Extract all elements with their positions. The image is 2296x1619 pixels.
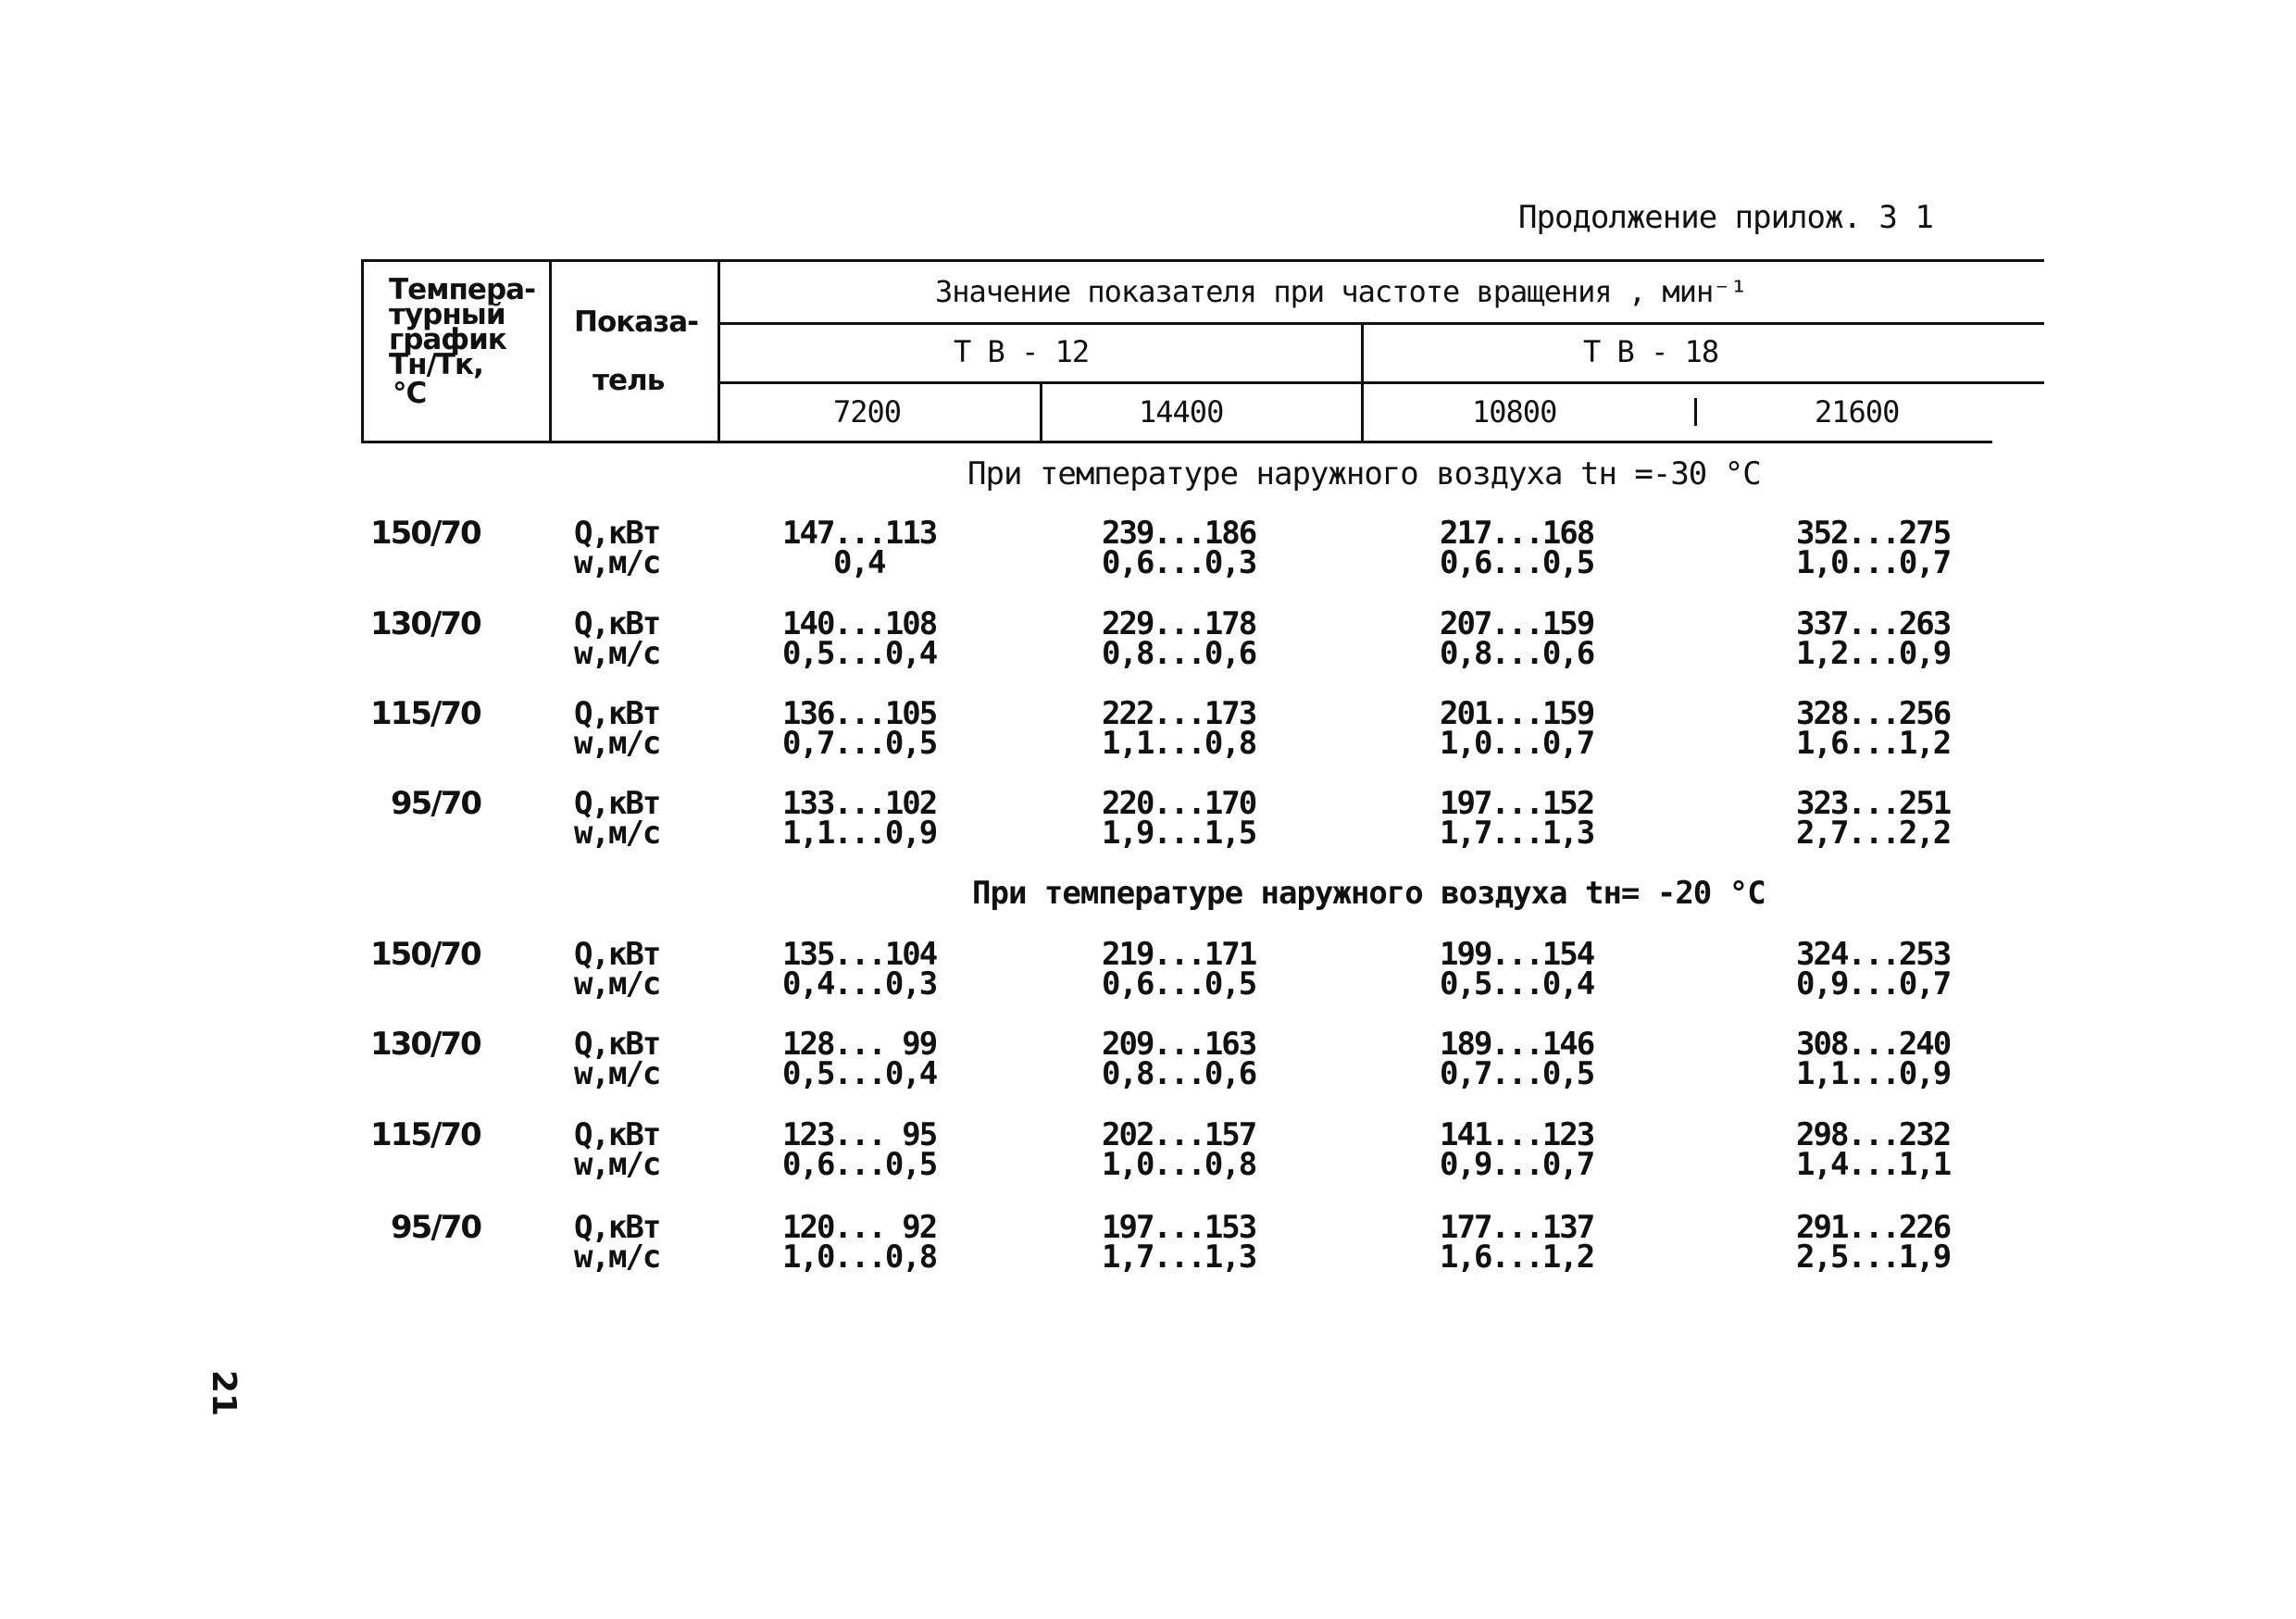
header-group-tv12: Т В - 12 <box>954 334 1090 369</box>
cell-w: 0,8...0,6 <box>1440 635 1594 672</box>
header-divider-2 <box>718 259 720 442</box>
label-w: w,м/с <box>574 635 660 672</box>
cell-q: 136...105 <box>782 695 937 732</box>
table-row-grafik: 130/70 <box>370 1026 480 1063</box>
header-rule-groups <box>718 381 2044 384</box>
cell-w: 1,6...1,2 <box>1796 725 1951 762</box>
cell-w: 1,7...1,3 <box>1102 1239 1256 1276</box>
cell-w: 0,9...0,7 <box>1440 1146 1594 1183</box>
header-group-tv18: Т В - 18 <box>1583 334 1719 369</box>
cell-q: 140...108 <box>782 605 937 642</box>
cell-w: 0,7...0,5 <box>1440 1055 1594 1092</box>
cell-w: 1,7...1,3 <box>1440 815 1594 852</box>
table-row-grafik: 115/70 <box>370 695 480 732</box>
header-span-title: Значение показателя при частоте вращения , мин⁻¹ <box>935 274 1747 309</box>
label-q: Q,кВт <box>574 1209 660 1246</box>
header-grafik-line3: график <box>389 323 506 356</box>
cell-w: 1,1...0,9 <box>782 815 937 852</box>
cell-q: 219...171 <box>1102 936 1256 973</box>
cell-w: 1,0...0,8 <box>782 1239 937 1276</box>
label-q: Q,кВт <box>574 605 660 642</box>
cell-q: 291...226 <box>1796 1209 1951 1246</box>
label-q: Q,кВт <box>574 695 660 732</box>
cell-q: 337...263 <box>1796 605 1951 642</box>
section-title-minus30: При температуре наружного воздуха tн =-30 °С <box>967 455 1761 492</box>
cell-w: 1,1...0,8 <box>1102 725 1256 762</box>
cell-q: 207...159 <box>1440 605 1594 642</box>
cell-w: 1,0...0,8 <box>1102 1146 1256 1183</box>
header-speed-divider-3 <box>1694 398 1697 426</box>
cell-w: 1,6...1,2 <box>1440 1239 1594 1276</box>
section-title-minus20: При температуре наружного воздуха tн= -20 °С <box>972 875 1766 912</box>
cell-q: 239...186 <box>1102 515 1256 552</box>
cell-w: 0,7...0,5 <box>782 725 937 762</box>
table-row-grafik: 95/70 <box>391 785 481 822</box>
cell-w: 0,8...0,6 <box>1102 635 1256 672</box>
cell-w: 1,1...0,9 <box>1796 1055 1951 1092</box>
cell-w: 1,0...0,7 <box>1440 725 1594 762</box>
label-w: w,м/с <box>574 965 660 1003</box>
cell-q: 189...146 <box>1440 1026 1594 1063</box>
cell-w: 0,6...0,3 <box>1102 544 1256 581</box>
label-q: Q,кВт <box>574 515 660 552</box>
label-q: Q,кВт <box>574 1116 660 1153</box>
header-bottom-rule <box>361 441 1992 443</box>
cell-q: 323...251 <box>1796 785 1951 822</box>
cell-q: 147...113 <box>782 515 937 552</box>
cell-w: 0,9...0,7 <box>1796 965 1951 1003</box>
header-rule-span <box>718 322 2044 325</box>
cell-w: 0,6...0,5 <box>782 1146 937 1183</box>
cell-q: 135...104 <box>782 936 937 973</box>
label-w: w,м/с <box>574 1146 660 1183</box>
cell-q: 308...240 <box>1796 1026 1951 1063</box>
table-row-grafik: 150/70 <box>370 515 480 552</box>
cell-q: 141...123 <box>1440 1116 1594 1153</box>
page-number: 21 <box>205 1370 243 1417</box>
cell-q: 128... 99 <box>782 1026 937 1063</box>
header-speed-10800: 10800 <box>1472 394 1557 430</box>
header-speed-7200: 7200 <box>833 394 902 430</box>
header-pokazatel-line2: тель <box>593 364 665 397</box>
continuation-label: Продолжение прилож. 3 1 <box>1518 199 1933 236</box>
cell-w: 0,5...0,4 <box>782 1055 937 1092</box>
header-grafik-line5: °С <box>393 377 427 410</box>
cell-q: 298...232 <box>1796 1116 1951 1153</box>
cell-w: 0,4 <box>833 544 885 581</box>
header-group-divider <box>1361 322 1364 442</box>
cell-q: 209...163 <box>1102 1026 1256 1063</box>
cell-w: 0,6...0,5 <box>1440 544 1594 581</box>
header-speed-divider-1 <box>1040 381 1042 442</box>
cell-w: 0,5...0,4 <box>782 635 937 672</box>
label-w: w,м/с <box>574 725 660 762</box>
table-row-grafik: 95/70 <box>391 1209 481 1246</box>
cell-q: 197...152 <box>1440 785 1594 822</box>
label-w: w,м/с <box>574 815 660 852</box>
cell-w: 0,8...0,6 <box>1102 1055 1256 1092</box>
cell-q: 123... 95 <box>782 1116 937 1153</box>
label-w: w,м/с <box>574 1055 660 1092</box>
table-row-grafik: 130/70 <box>370 605 480 642</box>
label-w: w,м/с <box>574 544 660 581</box>
cell-q: 201...159 <box>1440 695 1594 732</box>
header-divider-1 <box>549 259 552 442</box>
label-q: Q,кВт <box>574 785 660 822</box>
label-q: Q,кВт <box>574 936 660 973</box>
cell-q: 177...137 <box>1440 1209 1594 1246</box>
header-speed-21600: 21600 <box>1815 394 1900 430</box>
cell-w: 1,2...0,9 <box>1796 635 1951 672</box>
header-left-rule <box>361 259 364 442</box>
header-grafik-line4: Тн/Тк, <box>389 348 483 381</box>
label-q: Q,кВт <box>574 1026 660 1063</box>
header-speed-14400: 14400 <box>1139 394 1224 430</box>
cell-q: 324...253 <box>1796 936 1951 973</box>
cell-q: 229...178 <box>1102 605 1256 642</box>
cell-q: 328...256 <box>1796 695 1951 732</box>
cell-w: 2,5...1,9 <box>1796 1239 1951 1276</box>
header-pokazatel-line1: Показа- <box>574 305 698 339</box>
cell-w: 0,5...0,4 <box>1440 965 1594 1003</box>
header-top-rule <box>361 259 2044 262</box>
cell-w: 1,0...0,7 <box>1796 544 1951 581</box>
header-grafik-line1: Темпера- <box>389 273 535 306</box>
cell-q: 133...102 <box>782 785 937 822</box>
cell-w: 1,4...1,1 <box>1796 1146 1951 1183</box>
cell-q: 222...173 <box>1102 695 1256 732</box>
cell-w: 0,4...0,3 <box>782 965 937 1003</box>
cell-w: 1,9...1,5 <box>1102 815 1256 852</box>
cell-w: 0,6...0,5 <box>1102 965 1256 1003</box>
cell-q: 120... 92 <box>782 1209 937 1246</box>
cell-q: 352...275 <box>1796 515 1951 552</box>
cell-q: 197...153 <box>1102 1209 1256 1246</box>
cell-q: 217...168 <box>1440 515 1594 552</box>
table-row-grafik: 115/70 <box>370 1116 480 1153</box>
cell-q: 220...170 <box>1102 785 1256 822</box>
cell-q: 202...157 <box>1102 1116 1256 1153</box>
table-row-grafik: 150/70 <box>370 936 480 973</box>
header-grafik-line2: турный <box>389 298 505 331</box>
label-w: w,м/с <box>574 1239 660 1276</box>
table-header <box>361 259 2044 444</box>
cell-q: 199...154 <box>1440 936 1594 973</box>
cell-w: 2,7...2,2 <box>1796 815 1951 852</box>
